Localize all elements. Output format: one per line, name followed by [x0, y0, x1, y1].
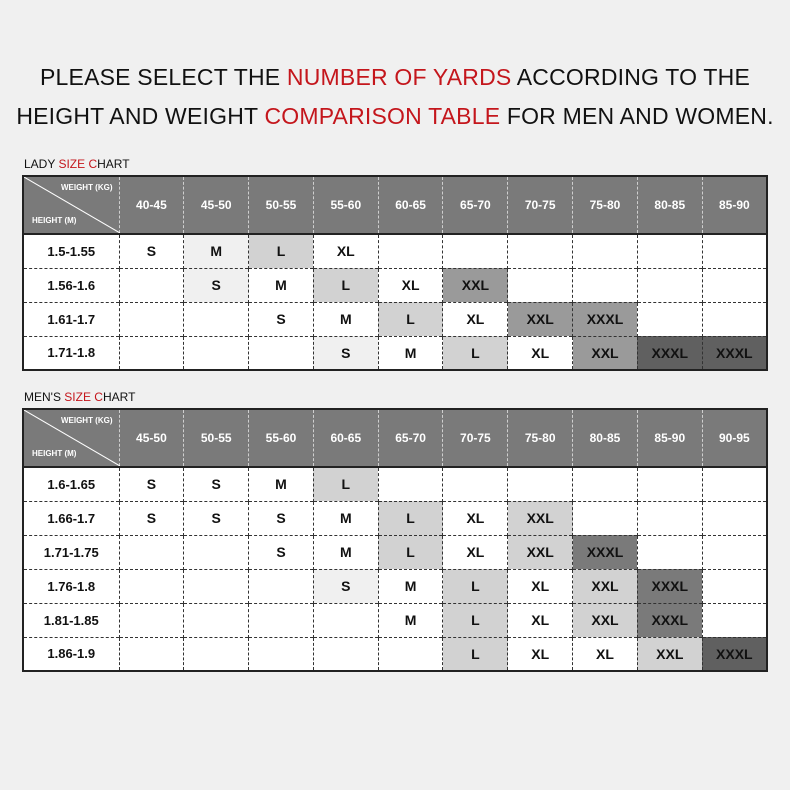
men-chart-title: [24, 390, 135, 404]
size-cell: [702, 467, 767, 501]
weight-header: 65-70: [378, 409, 443, 467]
size-cell: S: [119, 234, 184, 268]
size-cell: L: [313, 268, 378, 302]
weight-header: 80-85: [573, 409, 638, 467]
size-cell: [249, 637, 314, 671]
size-cell: M: [378, 569, 443, 603]
height-cell: 1.86-1.9: [23, 637, 119, 671]
size-cell: M: [249, 467, 314, 501]
size-cell: XL: [443, 501, 508, 535]
lady-chart-title: [24, 157, 130, 171]
weight-header: 60-65: [313, 409, 378, 467]
size-cell: [508, 268, 573, 302]
lady-size-table: [22, 175, 768, 371]
size-cell: XXXL: [702, 637, 767, 671]
size-cell: [702, 569, 767, 603]
size-cell: [184, 637, 249, 671]
size-cell: [378, 637, 443, 671]
height-cell: 1.6-1.65: [23, 467, 119, 501]
weight-axis-label: WEIGHT (KG): [60, 416, 113, 425]
size-cell: XXL: [508, 535, 573, 569]
lady-title-highlight: SIZE C: [58, 157, 98, 171]
size-cell: XXL: [443, 268, 508, 302]
headline-text: ACCORDING TO THE: [511, 64, 750, 90]
lady-title-text: LADY: [24, 157, 59, 171]
size-cell: M: [184, 234, 249, 268]
size-cell: XXXL: [573, 535, 638, 569]
size-cell: M: [378, 603, 443, 637]
table-row: [23, 569, 767, 603]
table-row: [23, 467, 767, 501]
weight-header: 85-90: [637, 409, 702, 467]
size-cell: XXL: [637, 637, 702, 671]
size-cell: M: [313, 535, 378, 569]
size-cell: [702, 535, 767, 569]
size-cell: XL: [443, 535, 508, 569]
size-cell: XXXL: [573, 302, 638, 336]
size-cell: L: [443, 336, 508, 370]
weight-axis-label: WEIGHT (KG): [60, 183, 113, 192]
weight-header: 50-55: [249, 176, 314, 234]
size-cell: [637, 501, 702, 535]
size-cell: [573, 268, 638, 302]
men-size-table: [22, 408, 768, 672]
table-row: [23, 637, 767, 671]
size-cell: [249, 336, 314, 370]
table-row: [23, 234, 767, 268]
height-cell: 1.81-1.85: [23, 603, 119, 637]
size-cell: [637, 302, 702, 336]
weight-header: 60-65: [378, 176, 443, 234]
size-cell: [573, 234, 638, 268]
height-cell: 1.61-1.7: [23, 302, 119, 336]
size-cell: [573, 467, 638, 501]
table-row: [23, 535, 767, 569]
size-cell: M: [313, 501, 378, 535]
size-cell: [637, 535, 702, 569]
weight-header: 70-75: [508, 176, 573, 234]
size-cell: XL: [508, 637, 573, 671]
size-cell: L: [443, 569, 508, 603]
corner-cell: [23, 176, 119, 234]
size-cell: [249, 569, 314, 603]
headline-line-1: [0, 64, 790, 91]
size-cell: S: [313, 336, 378, 370]
height-cell: 1.5-1.55: [23, 234, 119, 268]
table-row: [23, 603, 767, 637]
size-cell: L: [378, 302, 443, 336]
size-cell: [573, 501, 638, 535]
size-cell: [119, 336, 184, 370]
size-cell: S: [184, 467, 249, 501]
weight-header: 75-80: [573, 176, 638, 234]
men-title-highlight: SIZE C: [64, 390, 103, 404]
size-cell: S: [249, 302, 314, 336]
table-row: [23, 302, 767, 336]
size-cell: [637, 268, 702, 302]
size-cell: [637, 467, 702, 501]
weight-header: 55-60: [249, 409, 314, 467]
table-row: [23, 268, 767, 302]
size-cell: [378, 234, 443, 268]
size-cell: [702, 234, 767, 268]
size-cell: XL: [573, 637, 638, 671]
height-cell: 1.66-1.7: [23, 501, 119, 535]
size-cell: L: [313, 467, 378, 501]
size-cell: [702, 603, 767, 637]
men-title-text: MEN'S: [24, 390, 65, 404]
size-cell: XL: [443, 302, 508, 336]
size-cell: [313, 603, 378, 637]
lady-title-text: HART: [97, 157, 130, 171]
size-cell: XL: [508, 336, 573, 370]
headline-text: PLEASE SELECT THE: [40, 64, 287, 90]
size-cell: S: [119, 467, 184, 501]
size-cell: S: [184, 501, 249, 535]
size-cell: [184, 569, 249, 603]
size-cell: [119, 603, 184, 637]
headline-line-2: [0, 103, 790, 130]
table-row: [23, 501, 767, 535]
size-cell: [313, 637, 378, 671]
size-cell: [119, 268, 184, 302]
size-cell: [249, 603, 314, 637]
size-cell: [702, 302, 767, 336]
size-cell: XXXL: [637, 603, 702, 637]
weight-header: 50-55: [184, 409, 249, 467]
weight-header: 75-80: [508, 409, 573, 467]
size-cell: [702, 501, 767, 535]
size-cell: M: [378, 336, 443, 370]
height-axis-label: HEIGHT (M): [32, 449, 77, 458]
size-cell: XXXL: [637, 336, 702, 370]
size-cell: XL: [508, 569, 573, 603]
size-cell: XL: [378, 268, 443, 302]
size-cell: [119, 302, 184, 336]
size-cell: [378, 467, 443, 501]
size-cell: S: [249, 501, 314, 535]
weight-header: 40-45: [119, 176, 184, 234]
height-axis-label: HEIGHT (M): [32, 216, 77, 225]
headline-highlight: COMPARISON TABLE: [264, 103, 501, 129]
size-cell: [702, 268, 767, 302]
height-cell: 1.71-1.8: [23, 336, 119, 370]
size-cell: [637, 234, 702, 268]
height-cell: 1.76-1.8: [23, 569, 119, 603]
size-cell: XXL: [573, 569, 638, 603]
size-cell: M: [313, 302, 378, 336]
corner-cell: [23, 409, 119, 467]
headline-text: HEIGHT AND WEIGHT: [16, 103, 265, 129]
height-cell: 1.71-1.75: [23, 535, 119, 569]
size-cell: [119, 637, 184, 671]
height-cell: 1.56-1.6: [23, 268, 119, 302]
size-cell: [443, 467, 508, 501]
size-cell: [184, 603, 249, 637]
size-cell: XL: [313, 234, 378, 268]
size-cell: XXXL: [637, 569, 702, 603]
size-cell: S: [119, 501, 184, 535]
size-cell: XXL: [573, 603, 638, 637]
size-cell: XXL: [508, 302, 573, 336]
size-cell: [119, 569, 184, 603]
size-cell: L: [443, 637, 508, 671]
header-row: [23, 176, 767, 234]
size-cell: S: [184, 268, 249, 302]
size-cell: [184, 302, 249, 336]
weight-header: 45-50: [184, 176, 249, 234]
size-cell: XXL: [573, 336, 638, 370]
size-cell: [184, 535, 249, 569]
size-cell: [508, 234, 573, 268]
size-cell: [508, 467, 573, 501]
size-cell: L: [378, 501, 443, 535]
size-cell: L: [443, 603, 508, 637]
size-cell: L: [378, 535, 443, 569]
size-cell: XXXL: [702, 336, 767, 370]
size-cell: L: [249, 234, 314, 268]
size-cell: S: [249, 535, 314, 569]
headline-highlight: NUMBER OF YARDS: [286, 64, 512, 90]
table-row: [23, 336, 767, 370]
size-cell: [184, 336, 249, 370]
weight-header: 55-60: [313, 176, 378, 234]
weight-header: 85-90: [702, 176, 767, 234]
size-cell: XXL: [508, 501, 573, 535]
men-title-text: HART: [102, 390, 136, 404]
size-cell: [119, 535, 184, 569]
weight-header: 65-70: [443, 176, 508, 234]
weight-header: 70-75: [443, 409, 508, 467]
weight-header: 45-50: [119, 409, 184, 467]
headline-text: FOR MEN AND WOMEN.: [500, 103, 774, 129]
size-cell: S: [313, 569, 378, 603]
size-cell: XL: [508, 603, 573, 637]
weight-header: 80-85: [637, 176, 702, 234]
header-row: [23, 409, 767, 467]
weight-header: 90-95: [702, 409, 767, 467]
size-cell: [443, 234, 508, 268]
size-cell: M: [249, 268, 314, 302]
